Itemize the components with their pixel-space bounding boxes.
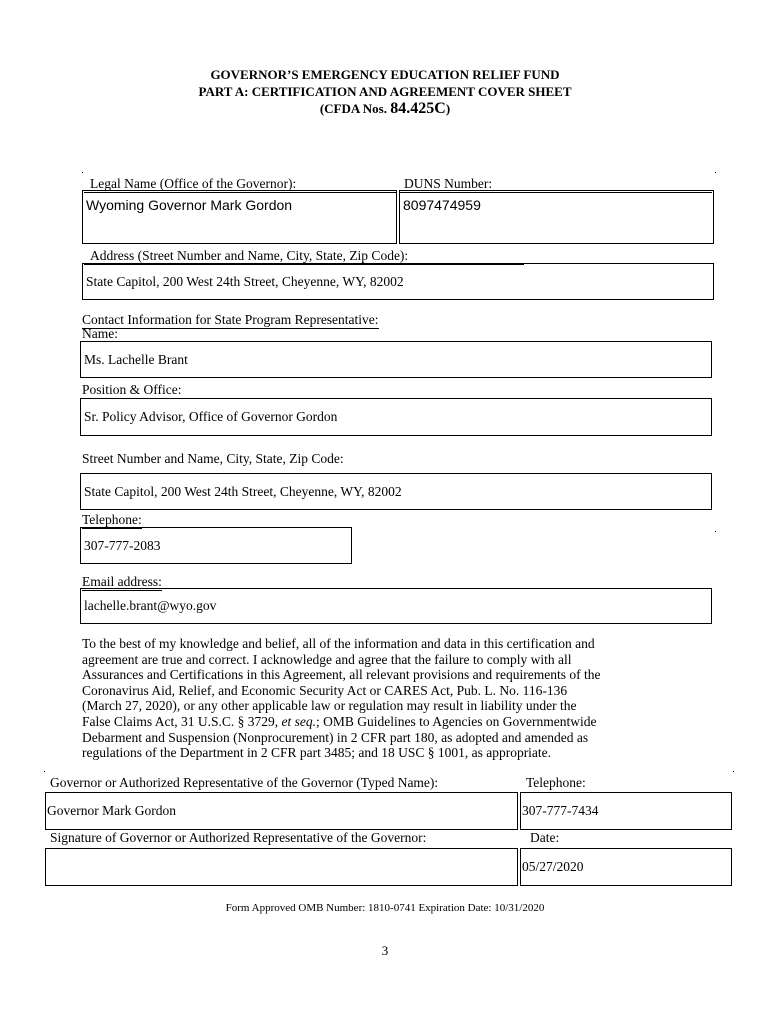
omb-footer: Form Approved OMB Number: 1810-0741 Expiration Date: 10/31/2020 — [225, 902, 545, 914]
telephone-label: Telephone: — [82, 512, 142, 527]
page-number: 3 — [381, 943, 389, 958]
scan-mark — [715, 531, 716, 532]
scan-mark — [44, 771, 45, 772]
cert-line-2: agreement are true and correct. I acknowledge and agree that the failure to comply with all — [82, 651, 572, 667]
signature-field[interactable] — [45, 848, 518, 886]
cert-line-6-suffix: ; OMB Guidelines to Agencies on Governmentwide — [316, 713, 597, 729]
duns-field[interactable]: 8097474959 — [399, 190, 714, 244]
scan-mark — [715, 172, 716, 173]
address-field[interactable]: State Capitol, 200 West 24th Street, Cheyenne, WY, 82002 — [82, 263, 714, 300]
cert-line-4: Coronavirus Aid, Relief, and Economic Security Act or CARES Act, Pub. L. No. 116-136 — [82, 682, 568, 698]
telephone-field[interactable]: 307-777-2083 — [80, 527, 352, 564]
date-field[interactable]: 05/27/2020 — [520, 848, 732, 886]
cert-line-3: Assurances and Certifications in this Agreement, all relevant provisions and requirements of the — [82, 667, 601, 683]
duns-label: DUNS Number: — [400, 176, 712, 193]
cert-line-6 — [82, 714, 682, 730]
cert-line-1: To the best of my knowledge and belief, all of the information and data in this certification and — [82, 636, 595, 651]
date-label: Date: — [530, 830, 560, 845]
name-label: Name: — [82, 326, 118, 341]
title-line-1: GOVERNOR’S EMERGENCY EDUCATION RELIEF FUND — [210, 67, 560, 82]
doc-title — [0, 66, 770, 117]
cfda-suffix: ) — [445, 101, 451, 116]
address-label: Address (Street Number and Name, City, State, Zip Code): — [84, 248, 524, 265]
legal-name-label: Legal Name (Office of the Governor): — [84, 176, 396, 193]
cfda-prefix: (CFDA Nos. — [319, 101, 391, 116]
cert-line-6-prefix: False Claims Act, 31 U.S.C. § 3729, — [82, 713, 282, 729]
gov-telephone-field[interactable]: 307-777-7434 — [520, 792, 732, 830]
certification-paragraph — [82, 636, 682, 761]
street-field[interactable]: State Capitol, 200 West 24th Street, Cheyenne, WY, 82002 — [80, 473, 712, 510]
contact-info-label: Contact Information for State Program Representative: — [82, 312, 379, 327]
cert-line-8: regulations of the Department in 2 CFR part 3485; and 18 USC § 1001, as appropriate. — [82, 745, 552, 761]
cert-line-5: (March 27, 2020), or any other applicable law or regulation may result in liability under the — [82, 698, 577, 714]
title-line-2: PART A: CERTIFICATION AND AGREEMENT COVER SHEET — [198, 84, 572, 99]
legal-name-field[interactable]: Wyoming Governor Mark Gordon — [82, 190, 397, 244]
signature-label: Signature of Governor or Authorized Representative of the Governor: — [50, 830, 427, 845]
street-label: Street Number and Name, City, State, Zip Code: — [82, 451, 344, 466]
email-label: Email address: — [82, 574, 162, 589]
governor-name-label: Governor or Authorized Representative of the Governor (Typed Name): — [50, 775, 439, 790]
et-seq-italic: et seq. — [281, 713, 317, 729]
name-field[interactable]: Ms. Lachelle Brant — [80, 341, 712, 378]
title-line-3 — [0, 100, 770, 117]
position-label: Position & Office: — [82, 382, 182, 397]
cfda-number: 84.425C — [390, 100, 446, 117]
gov-telephone-label: Telephone: — [526, 775, 586, 790]
cert-line-7: Debarment and Suspension (Nonprocurement) in 2 CFR part 180, as adopted and amended as — [82, 729, 589, 745]
governor-name-field[interactable]: Governor Mark Gordon — [45, 792, 518, 830]
position-field[interactable]: Sr. Policy Advisor, Office of Governor Gordon — [80, 398, 712, 436]
scan-mark — [82, 172, 83, 173]
email-field[interactable]: lachelle.brant@wyo.gov — [80, 588, 712, 624]
scan-mark — [733, 771, 734, 772]
